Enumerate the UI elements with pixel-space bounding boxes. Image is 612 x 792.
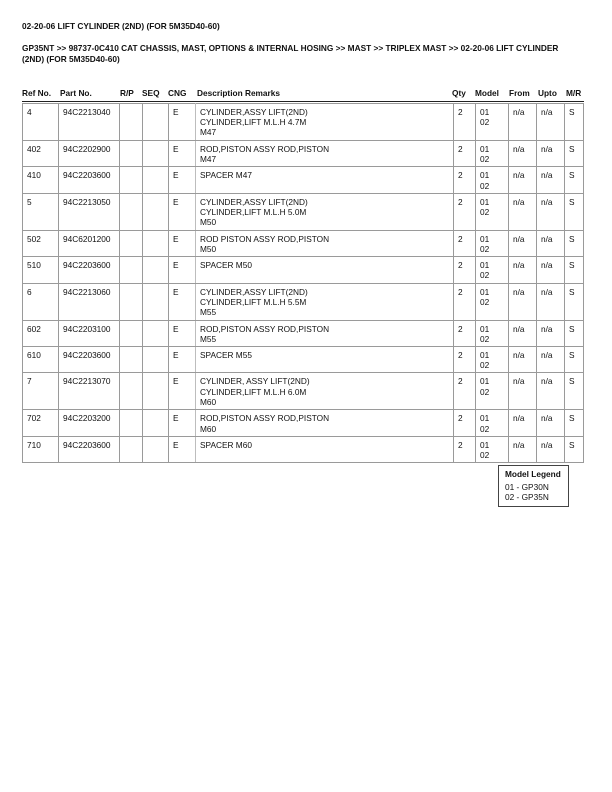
cng-cell: E — [169, 141, 196, 167]
mr-cell: S — [565, 373, 584, 410]
description-line: M55 — [200, 333, 217, 344]
upto-cell: n/a — [537, 373, 565, 410]
description-line: CYLINDER,LIFT M.L.H 4.7M — [200, 117, 307, 128]
qty-cell: 2 — [454, 410, 476, 436]
from-cell: n/a — [509, 257, 537, 283]
part-no-cell: 94C2202900 — [59, 141, 120, 167]
model-cell — [476, 410, 509, 436]
cng-cell: E — [169, 257, 196, 283]
mr-cell: S — [565, 193, 584, 230]
model-code: 02 — [480, 450, 490, 461]
description-line: CYLINDER, ASSY LIFT(2ND) — [200, 376, 310, 387]
cng-cell: E — [169, 436, 196, 462]
description-cell — [196, 193, 454, 230]
description-line: ROD,PISTON ASSY ROD,PISTON — [200, 323, 330, 334]
rp-cell — [120, 410, 143, 436]
description-line: CYLINDER,LIFT M.L.H 6.0M — [200, 386, 307, 397]
description-cell — [196, 141, 454, 167]
ref-no-cell: 7 — [23, 373, 59, 410]
from-cell: n/a — [509, 141, 537, 167]
qty-cell: 2 — [454, 436, 476, 462]
header-model: Model — [475, 88, 499, 98]
rp-cell — [120, 104, 143, 141]
seq-cell — [143, 257, 169, 283]
description-line: CYLINDER,LIFT M.L.H 5.5M — [200, 296, 307, 307]
seq-cell — [143, 410, 169, 436]
table-row — [23, 436, 584, 462]
description-line: SPACER M55 — [200, 350, 252, 361]
qty-cell: 2 — [454, 104, 476, 141]
rp-cell — [120, 320, 143, 346]
model-code: 01 — [480, 170, 490, 181]
qty-cell: 2 — [454, 230, 476, 256]
description-cell — [196, 436, 454, 462]
rp-cell — [120, 257, 143, 283]
part-no-cell: 94C2203600 — [59, 347, 120, 373]
upto-cell: n/a — [537, 347, 565, 373]
model-code: 01 — [480, 144, 490, 154]
table-row — [23, 373, 584, 410]
model-cell — [476, 373, 509, 410]
from-cell: n/a — [509, 230, 537, 256]
mr-cell: S — [565, 257, 584, 283]
part-no-cell: 94C2213060 — [59, 283, 120, 320]
qty-cell: 2 — [454, 141, 476, 167]
ref-no-cell: 402 — [23, 141, 59, 167]
from-cell: n/a — [509, 347, 537, 373]
part-no-cell: 94C2203200 — [59, 410, 120, 436]
model-code: 01 — [480, 439, 490, 450]
seq-cell — [143, 104, 169, 141]
header-from: From — [509, 88, 530, 98]
header-ref-no: Ref No. — [22, 88, 52, 98]
ref-no-cell: 602 — [23, 320, 59, 346]
rp-cell — [120, 436, 143, 462]
from-cell: n/a — [509, 436, 537, 462]
model-code: 02 — [480, 333, 490, 344]
table-header — [22, 88, 583, 100]
model-code: 02 — [480, 207, 490, 218]
description-cell — [196, 104, 454, 141]
from-cell: n/a — [509, 410, 537, 436]
mr-cell: S — [565, 320, 584, 346]
table-row — [23, 141, 584, 167]
description-line: ROD PISTON ASSY ROD,PISTON — [200, 233, 330, 244]
cng-cell: E — [169, 230, 196, 256]
model-cell — [476, 104, 509, 141]
description-cell — [196, 167, 454, 193]
part-no-cell: 94C6201200 — [59, 230, 120, 256]
description-line: SPACER M50 — [200, 260, 252, 271]
model-code: 02 — [480, 270, 490, 281]
from-cell: n/a — [509, 104, 537, 141]
cng-cell: E — [169, 167, 196, 193]
model-code: 02 — [480, 117, 490, 128]
table-row — [23, 257, 584, 283]
legend-entry: 02 - GP35N — [505, 492, 549, 502]
table-row — [23, 167, 584, 193]
ref-no-cell: 4 — [23, 104, 59, 141]
rp-cell — [120, 167, 143, 193]
model-code: 02 — [480, 180, 490, 191]
cng-cell: E — [169, 320, 196, 346]
description-cell — [196, 320, 454, 346]
description-line: M55 — [200, 307, 217, 318]
description-line: SPACER M47 — [200, 170, 252, 181]
cng-cell: E — [169, 347, 196, 373]
model-cell — [476, 436, 509, 462]
upto-cell: n/a — [537, 283, 565, 320]
mr-cell: S — [565, 141, 584, 167]
cng-cell: E — [169, 283, 196, 320]
model-code: 02 — [480, 296, 490, 307]
rp-cell — [120, 193, 143, 230]
qty-cell: 2 — [454, 257, 476, 283]
upto-cell: n/a — [537, 104, 565, 141]
seq-cell — [143, 347, 169, 373]
description-line: ROD,PISTON ASSY ROD,PISTON — [200, 413, 330, 424]
mr-cell: S — [565, 347, 584, 373]
description-cell — [196, 257, 454, 283]
model-cell — [476, 320, 509, 346]
header-rp: R/P — [120, 88, 134, 98]
rp-cell — [120, 347, 143, 373]
seq-cell — [143, 373, 169, 410]
description-line: SPACER M60 — [200, 439, 252, 450]
seq-cell — [143, 436, 169, 462]
table-row — [23, 347, 584, 373]
ref-no-cell: 510 — [23, 257, 59, 283]
description-line: M50 — [200, 244, 217, 255]
part-no-cell: 94C2213070 — [59, 373, 120, 410]
ref-no-cell: 410 — [23, 167, 59, 193]
header-cng: CNG — [168, 88, 187, 98]
model-code: 02 — [480, 423, 490, 434]
cng-cell: E — [169, 410, 196, 436]
description-line: CYLINDER,ASSY LIFT(2ND) — [200, 107, 308, 117]
description-cell — [196, 373, 454, 410]
upto-cell: n/a — [537, 141, 565, 167]
model-code: 01 — [480, 376, 490, 387]
description-line: ROD,PISTON ASSY ROD,PISTON — [200, 144, 330, 154]
header-upto: Upto — [538, 88, 557, 98]
model-code: 01 — [480, 323, 490, 334]
upto-cell: n/a — [537, 167, 565, 193]
seq-cell — [143, 193, 169, 230]
seq-cell — [143, 283, 169, 320]
model-legend — [498, 465, 569, 507]
ref-no-cell: 5 — [23, 193, 59, 230]
mr-cell: S — [565, 167, 584, 193]
description-cell — [196, 347, 454, 373]
header-mr: M/R — [566, 88, 582, 98]
from-cell: n/a — [509, 373, 537, 410]
description-cell — [196, 283, 454, 320]
ref-no-cell: 610 — [23, 347, 59, 373]
legend-entry: 01 - GP30N — [505, 482, 549, 492]
qty-cell: 2 — [454, 320, 476, 346]
upto-cell: n/a — [537, 410, 565, 436]
upto-cell: n/a — [537, 320, 565, 346]
model-code: 02 — [480, 386, 490, 397]
model-code: 01 — [480, 350, 490, 361]
seq-cell — [143, 320, 169, 346]
table-row — [23, 410, 584, 436]
model-code: 01 — [480, 233, 490, 244]
seq-cell — [143, 230, 169, 256]
part-no-cell: 94C2203600 — [59, 167, 120, 193]
model-code: 02 — [480, 360, 490, 371]
legend-title: Model Legend — [505, 469, 561, 479]
description-line: M60 — [200, 396, 217, 407]
mr-cell: S — [565, 104, 584, 141]
part-no-cell: 94C2203600 — [59, 257, 120, 283]
table-row — [23, 283, 584, 320]
upto-cell: n/a — [537, 193, 565, 230]
part-no-cell: 94C2203600 — [59, 436, 120, 462]
description-cell — [196, 230, 454, 256]
model-code: 02 — [480, 244, 490, 255]
header-description: Description Remarks — [197, 88, 281, 98]
description-line: CYLINDER,ASSY LIFT(2ND) — [200, 196, 308, 207]
ref-no-cell: 502 — [23, 230, 59, 256]
model-cell — [476, 347, 509, 373]
model-code: 01 — [480, 196, 490, 207]
model-cell — [476, 193, 509, 230]
description-line: CYLINDER,LIFT M.L.H 5.0M — [200, 207, 307, 218]
mr-cell: S — [565, 230, 584, 256]
qty-cell: 2 — [454, 347, 476, 373]
rp-cell — [120, 283, 143, 320]
model-code: 02 — [480, 154, 490, 165]
ref-no-cell: 702 — [23, 410, 59, 436]
table-row — [23, 320, 584, 346]
cng-cell: E — [169, 193, 196, 230]
model-code: 01 — [480, 286, 490, 297]
from-cell: n/a — [509, 167, 537, 193]
description-cell — [196, 410, 454, 436]
description-line: M47 — [200, 127, 217, 138]
qty-cell: 2 — [454, 193, 476, 230]
qty-cell: 2 — [454, 373, 476, 410]
mr-cell: S — [565, 410, 584, 436]
rp-cell — [120, 373, 143, 410]
upto-cell: n/a — [537, 257, 565, 283]
description-line: M47 — [200, 154, 217, 165]
seq-cell — [143, 167, 169, 193]
from-cell: n/a — [509, 320, 537, 346]
cng-cell: E — [169, 104, 196, 141]
table-row — [23, 193, 584, 230]
upto-cell: n/a — [537, 436, 565, 462]
part-no-cell: 94C2213050 — [59, 193, 120, 230]
mr-cell: S — [565, 283, 584, 320]
description-line: M50 — [200, 217, 217, 228]
model-cell — [476, 230, 509, 256]
table-row — [23, 104, 584, 141]
from-cell: n/a — [509, 283, 537, 320]
rp-cell — [120, 230, 143, 256]
ref-no-cell: 710 — [23, 436, 59, 462]
model-code: 01 — [480, 413, 490, 424]
parts-table — [22, 103, 584, 463]
model-cell — [476, 167, 509, 193]
header-qty: Qty — [452, 88, 466, 98]
breadcrumb: GP35NT >> 98737-0C410 CAT CHASSIS, MAST, OPTIONS & INTERNAL HOSING >> MAST >> TRIPLEX MAST >> 02-20-06 LIFT CYLINDER (2ND) (FOR 5M35D40-60) — [22, 43, 559, 64]
model-cell — [476, 141, 509, 167]
model-code: 01 — [480, 107, 490, 117]
header-divider — [22, 101, 584, 102]
page-title: 02-20-06 LIFT CYLINDER (2ND) (FOR 5M35D40-60) — [22, 21, 220, 31]
upto-cell: n/a — [537, 230, 565, 256]
part-no-cell: 94C2213040 — [59, 104, 120, 141]
model-cell — [476, 257, 509, 283]
header-seq: SEQ — [142, 88, 160, 98]
mr-cell: S — [565, 436, 584, 462]
description-line: M60 — [200, 423, 217, 434]
from-cell: n/a — [509, 193, 537, 230]
cng-cell: E — [169, 373, 196, 410]
seq-cell — [143, 141, 169, 167]
header-part-no: Part No. — [60, 88, 92, 98]
description-line: CYLINDER,ASSY LIFT(2ND) — [200, 286, 308, 297]
rp-cell — [120, 141, 143, 167]
model-code: 01 — [480, 260, 490, 271]
qty-cell: 2 — [454, 283, 476, 320]
part-no-cell: 94C2203100 — [59, 320, 120, 346]
qty-cell: 2 — [454, 167, 476, 193]
ref-no-cell: 6 — [23, 283, 59, 320]
model-cell — [476, 283, 509, 320]
table-row — [23, 230, 584, 256]
